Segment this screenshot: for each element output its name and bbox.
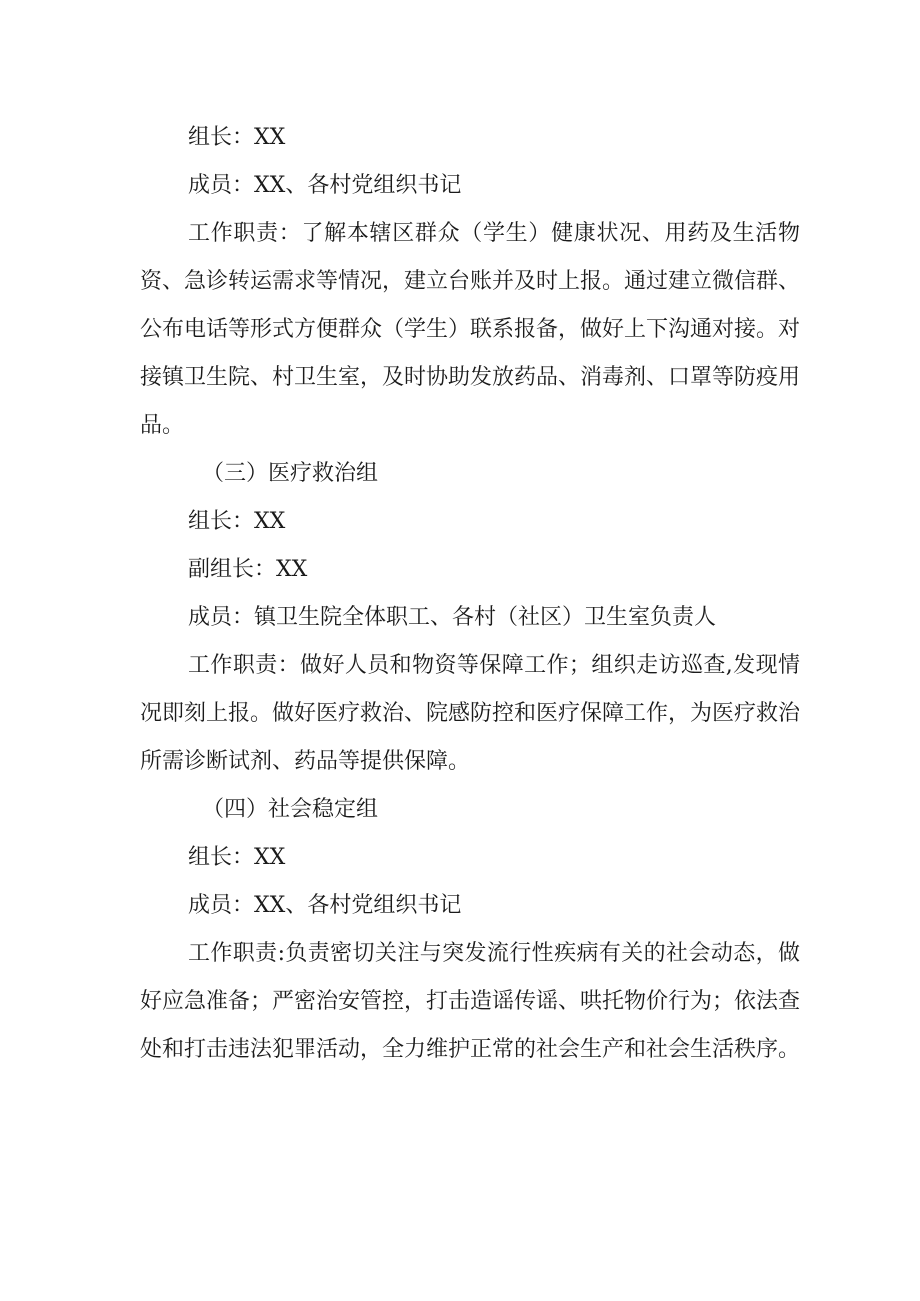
paragraph-leader-3: 组长：XX xyxy=(188,845,286,870)
paragraph-duties-2: 工作职责：做好人员和物资等保障工作；组织走访巡查,发现情况即刻上报。做好医疗救治、院感防控和医疗保障工作，为医疗救治所需诊断试剂、药品等提供保障。 xyxy=(140,653,801,774)
paragraph-members-3: 成员：XX、各村党组织书记 xyxy=(188,893,462,918)
document-page xyxy=(140,114,800,1074)
section-heading-medical: （三）医疗救治组 xyxy=(202,461,379,486)
paragraph-duties-3: 工作职责:负责密切关注与突发流行性疾病有关的社会动态，做好应急准备；严密治安管控，打击造谣传谣、哄托物价行为；依法查处和打击违法犯罪活动，全力维护正常的社会生产和社会生活秩序。 xyxy=(140,941,801,1062)
paragraph-members-1: 成员：XX、各村党组织书记 xyxy=(188,173,462,198)
paragraph-members-2: 成员：镇卫生院全体职工、各村（社区）卫生室负责人 xyxy=(188,605,717,630)
paragraph-duties-1: 工作职责：了解本辖区群众（学生）健康状况、用药及生活物资、急诊转运需求等情况，建立台账并及时上报。通过建立微信群、公布电话等形式方便群众（学生）联系报备，做好上下沟通对接。对接镇卫生院、村卫生室，及时协助发放药品、消毒剂、口罩等防疫用品。 xyxy=(140,221,801,438)
section-heading-social-stability: （四）社会稳定组 xyxy=(202,797,379,822)
paragraph-deputy-leader-2: 副组长：XX xyxy=(188,557,308,582)
paragraph-leader-1: 组长：XX xyxy=(188,125,286,150)
paragraph-leader-2: 组长：XX xyxy=(188,509,286,534)
